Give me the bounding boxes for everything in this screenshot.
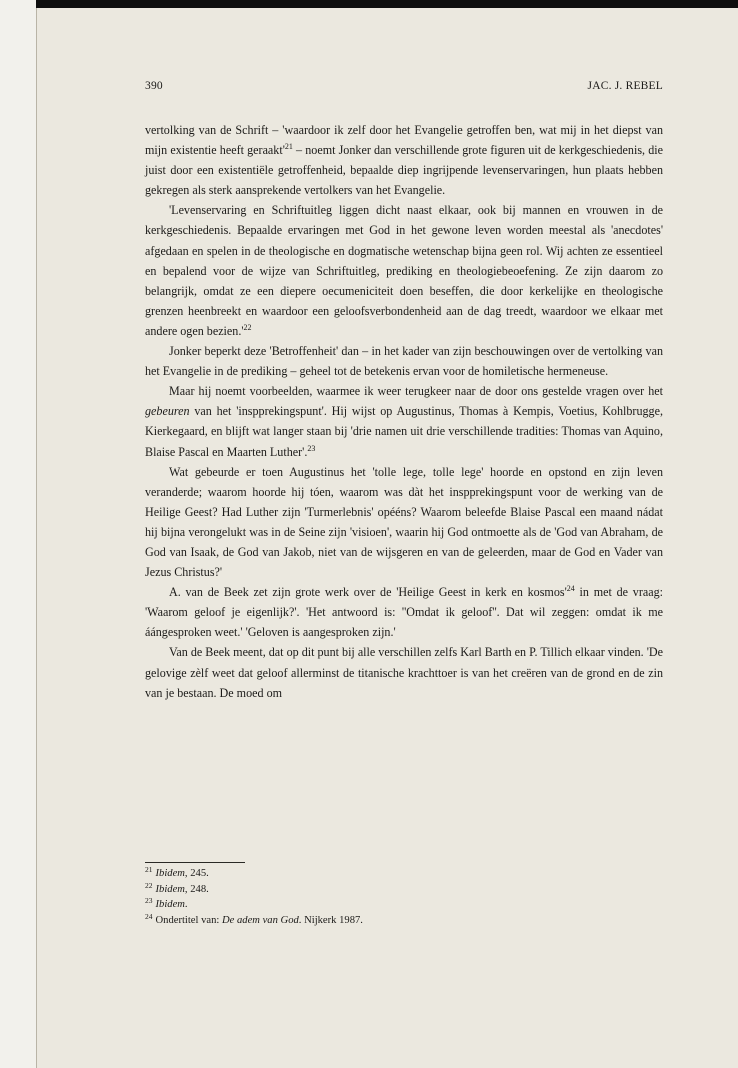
- footnote: [145, 897, 663, 913]
- text-run: 'Levenservaring en Schriftuitleg liggen dicht naast elkaar, ook bij mannen en vrouwen in de kerkgeschiedenis. Bepaalde ervaringen met God in het gewone leven worden meestal als 'anecdotes' afgedaan en spelen in de theologische en dogmatische wetenschap bijna geen rol. Wij achten ze essentieel en bepalend voor de wijze van Schriftuitleg, prediking en theologiebeoefening. Ze zijn daarom zo belangrijk, omdat ze een diepere oecumeniciteit doen beseffen, die door kerkelijke en theologische grenzen heenbreekt en waardoor een geloofsverbondenheid aan de dag treedt, waardoor we elkaar met andere ogen bezien.': [145, 203, 663, 338]
- footnote: [145, 882, 663, 898]
- text-run: – noemt Jonker dan verschillende grote figuren uit de kerkgeschiedenis, die juist door een existentiële getroffenheid, bepaalde diep ingrijpende levenservaringen, hun plaats hebben gekregen als sterk aansprekende vertolkers van het Evangelie.: [145, 143, 663, 198]
- running-head: [145, 80, 663, 92]
- text-run: Maar hij noemt voorbeelden, waarmee ik weer terugkeer naar de door ons gestelde vragen over het: [169, 384, 663, 399]
- paragraph: [145, 120, 663, 200]
- footnote-reference: 22: [243, 322, 252, 332]
- paragraph: [145, 462, 663, 583]
- footnote: [145, 913, 663, 929]
- paragraph: [145, 341, 663, 381]
- footnote: [145, 866, 663, 882]
- footnote-reference: 21: [284, 142, 293, 152]
- scan-top-edge: [0, 0, 738, 8]
- footnote-number: 23: [145, 896, 153, 906]
- running-head-author: JAC. J. REBEL: [587, 80, 663, 92]
- paragraph: [145, 642, 663, 702]
- text-run: Van de Beek meent, dat op dit punt bij alle verschillen zelfs Karl Barth en P. Tillich elkaar vinden. 'De gelovige zèlf weet dat geloof allerminst de titanische krachttoer is van het creëren van de grond en de zin van je bestaan. De moed om: [145, 645, 663, 700]
- text-run: van het 'inspprekingspunt'. Hij wijst op Augustinus, Thomas à Kempis, Voetius, Kohlbrugge, Kierkegaard, en blijft wat langer staan bij 'drie namen uit drie verschillende tradities: Thomas van Aquino, Blaise Pascal en Maarten Luther'.: [145, 404, 663, 459]
- footnote-divider: [145, 862, 245, 863]
- text-run: , 248.: [184, 883, 209, 895]
- body-text: [145, 120, 663, 703]
- footnote-reference: 24: [566, 584, 575, 594]
- text-run: vertolking van de Schrift – 'waardoor ik zelf door het Evangelie getroffen ben, wat mij in het diepst van mijn existentie heeft geraakt': [145, 123, 663, 158]
- footnote-number: 21: [145, 865, 153, 874]
- text-run: .: [184, 899, 188, 911]
- text-run: Wat gebeurde er toen Augustinus het 'tolle lege, tolle lege' hoorde en opstond en zijn leven veranderde; waarom hoorde hij tóen, waarom was dàt het inspprekingspunt voor de werking van de Heilige Geest? Had Luther zijn 'Turmerlebnis' opééns? Waarom beleefde Blaise Pascal een maand nádat hij bijna verongelukt was in de Seine zijn 'visioen', waarin hij God ontmoette als de 'God van Abraham, de God van Isaak, de God van Jakob, niet van de wijsgeren en van de geleerden, maar de God en Vader van Jezus Christus?': [145, 464, 663, 580]
- paragraph: [145, 200, 663, 341]
- italic-text: Ibidem: [155, 899, 185, 911]
- text-run: . Nijkerk 1987.: [298, 914, 363, 926]
- italic-text: Ibidem: [155, 868, 185, 879]
- text-run: Ondertitel van:: [155, 914, 222, 926]
- text-run: Jonker beperkt deze 'Betroffenheit' dan – in het kader van zijn beschouwingen over de vertolking van het Evangelie in de prediking – geheel tot de betekenis ervan voor de homiletische hermeneuse.: [145, 344, 663, 379]
- footnote-reference: 23: [307, 443, 316, 453]
- footnotes: [145, 866, 663, 928]
- scan-margin: [0, 0, 36, 1068]
- text-run: in met de vraag: 'Waarom geloof je eigenlijk?'. 'Het antwoord is: ''Omdat ik geloof''. Dat wil zeggen: omdat ik me áángesproken weet.' 'Geloven is aangesproken zijn.': [145, 585, 663, 640]
- text-run: , 245.: [184, 868, 209, 879]
- italic-text: Ibidem: [155, 883, 185, 895]
- footnote-number: 24: [145, 911, 153, 921]
- page-number: 390: [145, 80, 163, 92]
- text-run: A. van de Beek zet zijn grote werk over de 'Heilige Geest in kerk en kosmos': [169, 585, 567, 600]
- italic-text: De adem van God: [222, 914, 299, 926]
- paragraph: [145, 381, 663, 461]
- footnote-number: 22: [145, 880, 153, 890]
- paragraph: [145, 582, 663, 642]
- italic-text: gebeuren: [145, 404, 190, 419]
